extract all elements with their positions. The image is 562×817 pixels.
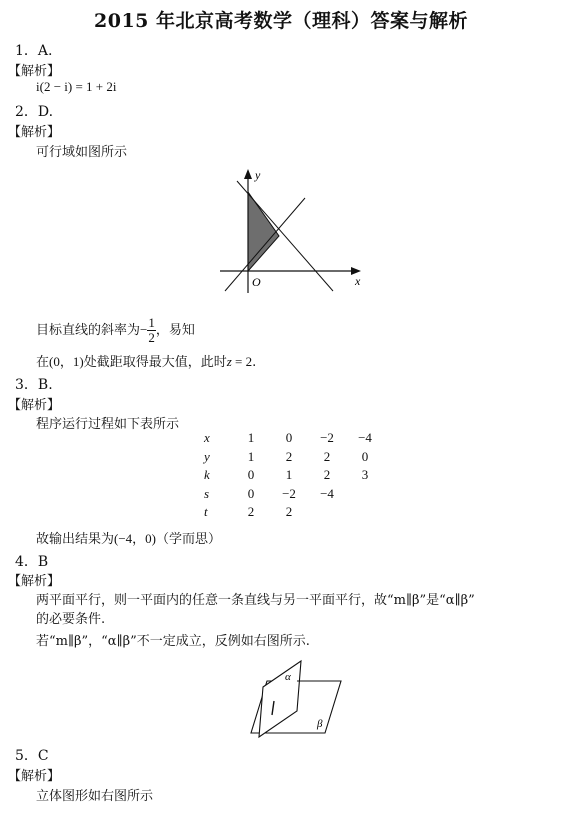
intercept-text-mid: 处截距取得最大值，此时: [83, 355, 227, 370]
y-axis-label: y: [255, 168, 261, 182]
answer-2-intercept-line: [36, 351, 256, 370]
answer-4-text-line-2: 的必要条件.: [36, 612, 106, 627]
table-cell: 2: [323, 467, 331, 483]
answer-5-number: 5．C: [15, 748, 49, 764]
slope-denominator: 2: [148, 330, 155, 345]
answer-3-result-line: [36, 528, 221, 547]
table-cell: 0: [247, 467, 255, 483]
table-variable: x: [204, 430, 210, 446]
feasible-region-graph: [215, 165, 375, 295]
table-cell: 2: [285, 448, 293, 464]
program-trace-table: [196, 429, 384, 522]
answer-4-analysis-tag: 【解析】: [8, 574, 61, 589]
table-cell: −2: [282, 485, 296, 501]
table-cell: −4: [320, 485, 334, 501]
alpha-label: α: [285, 671, 291, 683]
plane-alpha: [259, 661, 301, 737]
slope-fraction: [147, 316, 156, 345]
slope-text-end: ，易知: [155, 323, 195, 338]
answer-1-analysis-tag: 【解析】: [8, 64, 61, 79]
answer-4-text-line-1: 两平面平行，则一平面内的任意一条直线与另一平面平行，故“m∥β”是“α∥β”: [36, 593, 475, 608]
table-variable: k: [204, 467, 210, 483]
page-title: 2015 年北京高考数学（理科）答案与解析: [94, 10, 468, 32]
beta-label: β: [317, 718, 323, 730]
table-variable: t: [204, 504, 208, 520]
planes-figure: [245, 653, 355, 739]
table-cell: 0: [247, 485, 255, 501]
table-row: [196, 485, 384, 504]
answer-3-analysis-tag: 【解析】: [8, 398, 61, 413]
table-cell: 0: [361, 448, 369, 464]
result-note: （学而思）: [156, 532, 222, 547]
table-cell: [346, 503, 384, 522]
answer-2-text-feasible-region: 可行域如图所示: [36, 145, 128, 160]
y-axis-arrow: [244, 169, 252, 179]
result-text: 故输出结果为: [36, 532, 115, 547]
table-row: [196, 466, 384, 485]
table-cell: 0: [285, 430, 293, 446]
origin-label: O: [252, 275, 261, 289]
table-row: [196, 448, 384, 467]
table-cell: 1: [285, 467, 293, 483]
answer-1-equation: i(2 − i) = 1 + 2i: [36, 79, 117, 94]
table-cell: −4: [358, 430, 372, 446]
answer-3-text-table-intro: 程序运行过程如下表所示: [36, 417, 180, 432]
x-axis-label: x: [355, 274, 361, 288]
answer-4-text-line-3: 若“m∥β”，“α∥β”不一定成立，反例如右图所示.: [36, 634, 310, 649]
answer-5-analysis-tag: 【解析】: [8, 769, 61, 784]
slope-numerator: 1: [148, 315, 155, 330]
result-value: (−4，0): [114, 531, 157, 546]
table-row: [196, 503, 384, 522]
answer-3-number: 3．B.: [15, 377, 53, 393]
intercept-value: = 2: [231, 354, 253, 369]
table-cell: 1: [247, 448, 255, 464]
answer-2-slope-line: [36, 316, 195, 345]
intercept-text-start: 在: [36, 355, 50, 370]
table-cell: [308, 503, 346, 522]
intercept-text-end: .: [252, 355, 257, 370]
answer-2-analysis-tag: 【解析】: [8, 125, 61, 140]
answer-2-number: 2．D.: [15, 104, 54, 120]
table-cell: 2: [285, 504, 293, 520]
intercept-variable: z: [226, 354, 232, 369]
table-cell: [346, 485, 384, 504]
table-variable: s: [204, 485, 210, 501]
intercept-point: (0，1): [49, 354, 84, 369]
table-cell: 1: [247, 430, 255, 446]
answer-1-number: 1．A.: [15, 43, 53, 59]
table-cell: 2: [323, 448, 331, 464]
table-cell: 3: [361, 467, 369, 483]
answer-5-text: 立体图形如右图所示: [36, 789, 154, 804]
table-row: [196, 429, 384, 448]
table-cell: 2: [247, 504, 255, 520]
slope-text: 目标直线的斜率为: [36, 323, 141, 338]
table-cell: −2: [320, 430, 334, 446]
slope-sign: −: [140, 322, 148, 337]
table-variable: y: [204, 448, 210, 464]
answer-4-number: 4．B: [15, 554, 49, 570]
